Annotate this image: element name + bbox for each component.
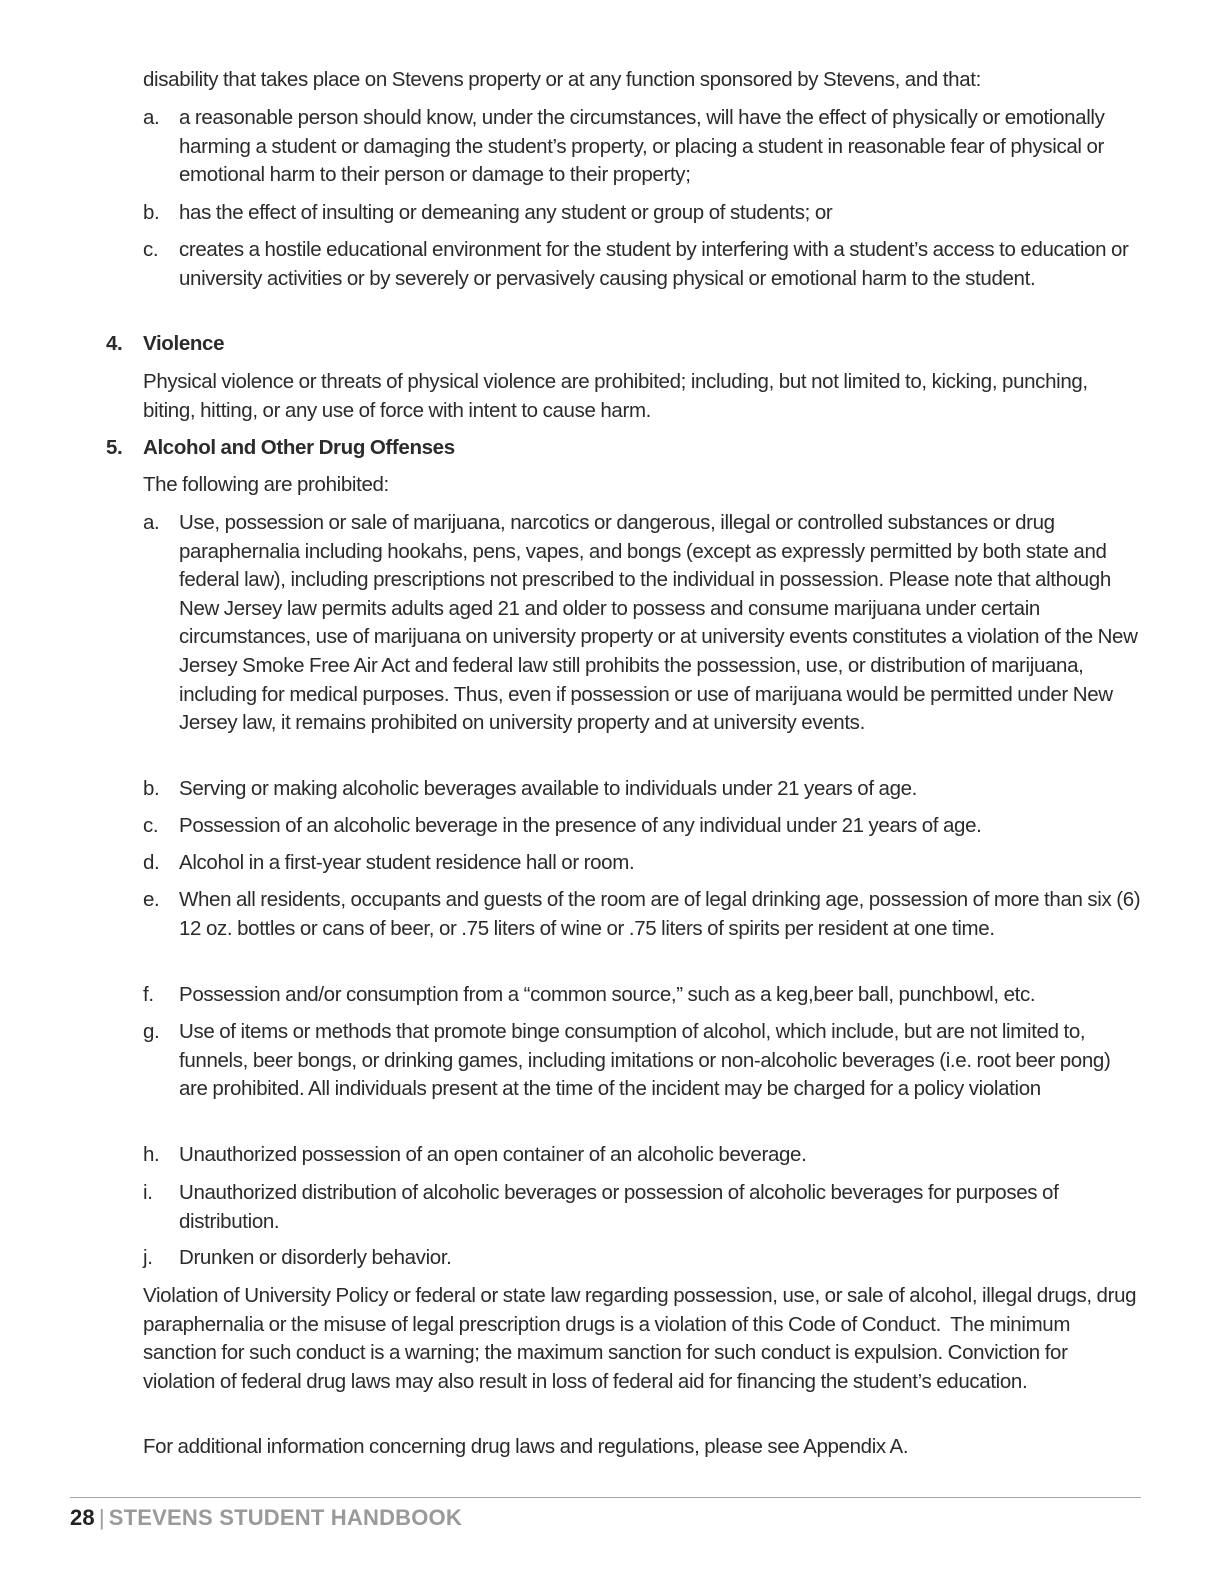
list-marker: f. <box>143 983 154 1006</box>
list-item <box>143 849 1143 878</box>
appendix-reference: For additional information concerning drug laws and regulations, please see Appendix A. <box>143 1435 909 1458</box>
list-item-text: When all residents, occupants and guests of the room are of legal drinking age, possession of more than six (6) 12 oz. bottles or cans of beer, or .75 liters of wine or .75 liters of spirits per resident at one time. <box>179 888 1141 940</box>
list-marker: d. <box>143 851 160 874</box>
list-marker: h. <box>143 1143 160 1166</box>
list-item <box>143 236 1143 293</box>
list-item <box>143 775 1143 804</box>
list-item <box>143 199 1143 228</box>
footer-separator: | <box>98 1505 105 1530</box>
section-number: 5. <box>106 436 123 459</box>
list-item <box>143 1244 1143 1273</box>
list-item-text: has the effect of insulting or demeaning any student or group of students; or <box>179 201 833 224</box>
list-marker: b. <box>143 777 160 800</box>
list-item-text: creates a hostile educational environment for the student by interfering with a student’s access to education or university activities or by severely or pervasively causing physical or emotional harm to the student. <box>179 238 1129 290</box>
list-item-text: Possession and/or consumption from a “common source,” such as a keg,beer ball, punchbowl, etc. <box>179 983 1036 1006</box>
list-item <box>143 1179 1143 1236</box>
list-marker: g. <box>143 1020 160 1043</box>
list-marker: i. <box>143 1181 153 1204</box>
violence-paragraph: Physical violence or threats of physical violence are prohibited; including, but not limited to, kicking, punching, biting, hitting, or any use of force with intent to cause harm. <box>143 370 1088 422</box>
list-item-text: Alcohol in a first-year student residence hall or room. <box>179 851 635 874</box>
list-item-text: Drunken or disorderly behavior. <box>179 1246 452 1269</box>
list-item-text: Possession of an alcoholic beverage in the presence of any individual under 21 years of age. <box>179 814 982 837</box>
handbook-title: STEVENS STUDENT HANDBOOK <box>108 1505 462 1530</box>
list-item <box>143 981 1143 1010</box>
section-number: 4. <box>106 332 123 355</box>
list-marker: e. <box>143 888 160 911</box>
list-marker: j. <box>143 1246 153 1269</box>
list-item-text: Unauthorized distribution of alcoholic beverages or possession of alcoholic beverages for purposes of distribution. <box>179 1181 1059 1233</box>
prohibited-lead: The following are prohibited: <box>143 473 389 496</box>
continuation-paragraph: disability that takes place on Stevens property or at any function sponsored by Stevens, and that: <box>143 68 981 91</box>
list-marker: b. <box>143 201 160 224</box>
sanction-paragraph: Violation of University Policy or federal or state law regarding possession, use, or sale of alcohol, illegal drugs, drug paraphernalia or the misuse of legal prescription drugs is a violation of this Code of Conduct. The minimum sanction for such conduct is a warning; the maximum sanction for such conduct is expulsion. Conviction for violation of federal drug laws may also result in loss of federal aid for financing the student’s education. <box>143 1284 1142 1393</box>
list-item <box>143 886 1143 943</box>
list-item <box>143 104 1143 190</box>
list-marker: a. <box>143 106 160 129</box>
section-heading-alcohol-drugs <box>106 434 1106 463</box>
list-item-text: Use of items or methods that promote binge consumption of alcohol, which include, but are not limited to, funnels, beer bongs, or drinking games, including imitations or non-alcoholic beverages (i.e. root beer pong) are prohibited. All individuals present at the time of the incident may be charged for a policy violation <box>179 1020 1111 1101</box>
footer-divider <box>70 1497 1141 1498</box>
page-number: 28 <box>70 1505 95 1530</box>
list-item <box>143 812 1143 841</box>
list-marker: c. <box>143 814 159 837</box>
list-item-text: Serving or making alcoholic beverages available to individuals under 21 years of age. <box>179 777 918 800</box>
section-title: Alcohol and Other Drug Offenses <box>143 436 455 459</box>
list-item <box>143 1018 1143 1104</box>
list-item-text: a reasonable person should know, under the circumstances, will have the effect of physically or emotionally harming a student or damaging the student’s property, or placing a student in reasonable fear of physical or emotional harm to their person or damage to their property; <box>179 106 1105 187</box>
list-marker: c. <box>143 238 159 261</box>
list-item-text: Unauthorized possession of an open container of an alcoholic beverage. <box>179 1143 807 1166</box>
page-footer <box>70 1505 462 1531</box>
section-title: Violence <box>143 332 225 355</box>
section-heading-violence <box>106 330 1106 359</box>
list-item <box>143 509 1143 738</box>
list-marker: a. <box>143 511 160 534</box>
list-item-text: Use, possession or sale of marijuana, narcotics or dangerous, illegal or controlled substances or drug paraphernalia including hookahs, pens, vapes, and bongs (except as expressly permitted by both state and federal law), including prescriptions not prescribed to the individual in possession. Please note that although New Jersey law permits adults aged 21 and older to possess and consume marijuana under certain circumstances, use of marijuana on university property or at university events constitutes a violation of the New Jersey Smoke Free Air Act and federal law still prohibits the possession, use, or distribution of marijuana, including for medical purposes. Thus, even if possession or use of marijuana would be permitted under New Jersey law, it remains prohibited on university property and at university events. <box>179 511 1138 735</box>
list-item <box>143 1141 1143 1170</box>
